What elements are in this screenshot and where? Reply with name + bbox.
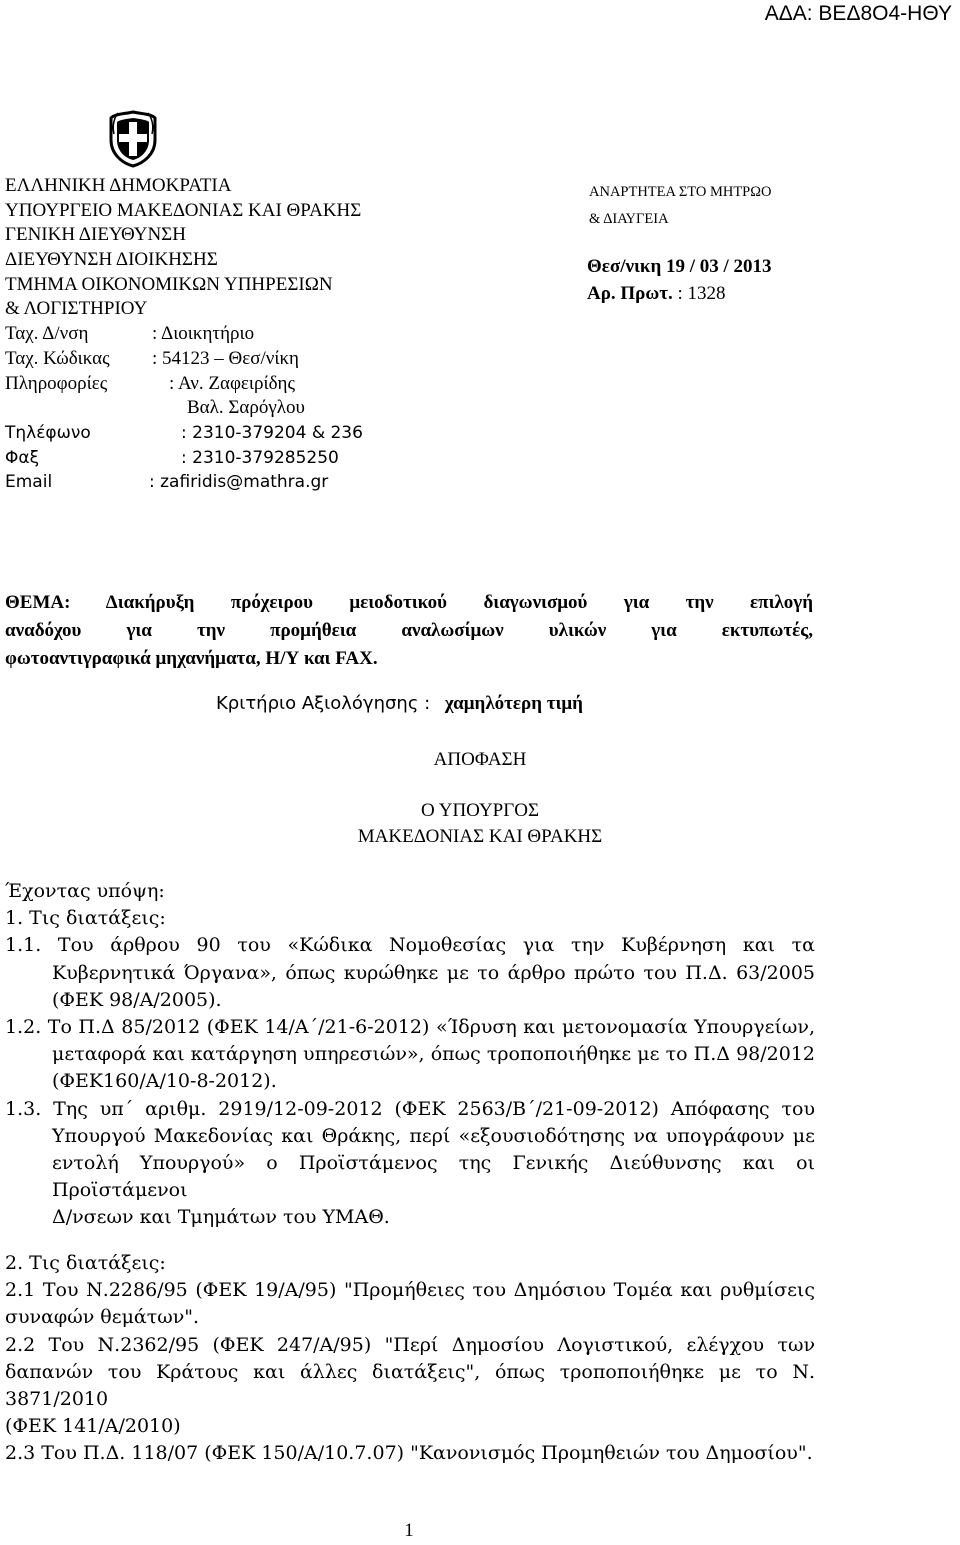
field-value: : 54123 – Θεσ/νίκη — [152, 347, 299, 369]
clause-2-1-cont: συναφών θεμάτων". — [5, 1306, 200, 1329]
address-row — [5, 322, 363, 347]
clause-2-2-cont: (ΦΕΚ 141/Α/2010) — [5, 1415, 181, 1438]
field-label: Τηλέφωνο — [5, 422, 91, 443]
protocol-value: : 1328 — [677, 283, 726, 304]
email-row — [5, 470, 363, 495]
field-value: : 2310-379285250 — [181, 447, 339, 468]
section-2-title: 2. Τις διατάξεις: — [5, 1252, 166, 1274]
info-row-2 — [5, 396, 363, 421]
section-1-title: 1. Τις διατάξεις: — [5, 907, 166, 930]
greek-coat-of-arms-icon — [108, 110, 158, 168]
clause-1-1-cont: Κυβερνητικά Όργανα», όπως κυρώθηκε με το άρθρο πρώτο του Π.Δ. 63/2005 — [52, 961, 815, 984]
clause-1-2: 1.2. Το Π.Δ 85/2012 (ΦΕΚ 14/Α΄/21-6-2012) «Ίδρυση και μετονομασία Υπουργείων, — [5, 1016, 815, 1039]
clause-1-3-cont: Υπουργού Μακεδονίας και Θράκης, περί «εξουσιοδότησης να υπογράφουν με — [52, 1124, 815, 1147]
info-row — [5, 372, 363, 397]
field-value: : Αν. Ζαφειρίδης — [169, 372, 296, 394]
clause-2-2-cont: δαπανών του Κράτους και άλλες διατάξεις", όπως τροποποιήθηκε με το Ν. 3871/2010 — [5, 1360, 815, 1411]
clause-2-2: 2.2 Του Ν.2362/95 (ΦΕΚ 247/Α/95) "Περί Δημοσίου Λογιστικού, ελέγχου των — [5, 1333, 815, 1356]
field-label: Φαξ — [5, 447, 40, 468]
evaluation-criterion — [216, 693, 583, 715]
subject-line: φωτοαντιγραφικά μηχανήματα, Η/Υ και FAX. — [5, 648, 378, 669]
protocol-number — [587, 280, 772, 307]
clause-2-3: 2.3 Του Π.Δ. 118/07 (ΦΕΚ 150/Α/10.7.07) "Κανονισμός Προμηθειών του Δημοσίου". — [5, 1442, 813, 1465]
preamble — [5, 878, 815, 1232]
clause-1-2-cont: μεταφορά και κατάργηση υπηρεσιών», όπως τροποποιήθηκε με το Π.Δ 98/2012 — [52, 1043, 815, 1066]
clause-2-1: 2.1 Του Ν.2286/95 (ΦΕΚ 19/Α/95) "Προμήθειες του Δημόσιου Τομέα και ρυθμίσεις — [5, 1279, 815, 1302]
field-value: : 2310-379204 & 236 — [181, 422, 363, 443]
header-line: ΓΕΝΙΚΗ ΔΙΕΥΘΥΝΣΗ — [5, 224, 186, 246]
subject-line: ΘΕΜΑ: Διακήρυξη πρόχειρου μειοδοτικού διαγωνισμού για την επιλογή — [5, 592, 813, 613]
criterion-value: χαμηλότερη τιμή — [444, 693, 583, 714]
field-value: Βαλ. Σαρόγλου — [187, 397, 305, 419]
clause-1-3: 1.3. Της υπ΄ αριθμ. 2919/12-09-2012 (ΦΕΚ 2563/Β΄/21-09-2012) Απόφασης του — [5, 1097, 815, 1120]
page-number: 1 — [404, 1520, 414, 1541]
ada-watermark: ΑΔΑ: ΒΕΔ8Ο4-ΗΘΥ — [764, 2, 952, 25]
field-value: : Διοικητήριο — [152, 323, 255, 345]
clause-1-3-cont: Δ/νσεων και Τμημάτων του ΥΜΑΘ. — [52, 1206, 390, 1229]
registry-line-2: & ΔΙΑΥΓΕΙΑ — [589, 211, 669, 227]
ministry-title: ΜΑΚΕΔΟΝΙΑΣ ΚΑΙ ΘΡΑΚΗΣ — [357, 826, 603, 847]
clause-1-1: 1.1. Του άρθρου 90 του «Κώδικα Νομοθεσίας για την Κυβέρνηση και τα — [5, 934, 815, 957]
header-line: ΥΠΟΥΡΓΕΙΟ ΜΑΚΕΔΟΝΙΑΣ ΚΑΙ ΘΡΑΚΗΣ — [5, 199, 362, 221]
fax-row — [5, 446, 363, 471]
sender-header — [5, 174, 363, 495]
postcode-row — [5, 347, 363, 372]
clause-1-2-cont: (ΦΕΚ160/Α/10-8-2012). — [52, 1070, 277, 1093]
decision-title: ΑΠΟΦΑΣΗ — [433, 749, 527, 770]
field-label: Ταχ. Δ/νση — [5, 323, 89, 345]
header-line: ΔΙΕΥΘΥΝΣΗ ΔΙΟΙΚΗΣΗΣ — [5, 249, 218, 271]
subject-line: αναδόχου για την προμήθεια αναλωσίμων υλικών για εκτυπωτές, — [5, 620, 813, 641]
registry-line-1: ΑΝΑΡΤΗΤΕΑ ΣΤΟ ΜΗΤΡΩΟ — [589, 184, 772, 200]
header-line: ΤΜΗΜΑ ΟΙΚΟΝΟΜΙΚΩΝ ΥΠΗΡΕΣΙΩΝ — [5, 273, 333, 295]
minister-title: Ο ΥΠΟΥΡΓΟΣ — [420, 800, 540, 821]
field-label: Email — [5, 472, 53, 493]
criterion-label: Κριτήριο Αξιολόγησης : — [216, 693, 431, 714]
registry-note — [589, 179, 771, 233]
document-date: Θεσ/νικη 19 / 03 / 2013 — [587, 256, 772, 277]
preamble-2 — [5, 1250, 815, 1468]
subject — [5, 589, 813, 673]
field-label: Ταχ. Κώδικας — [5, 347, 110, 369]
header-line: ΕΛΛΗΝΙΚΗ ΔΗΜΟΚΡΑΤΙΑ — [5, 175, 232, 196]
clause-1-1-cont: (ΦΕΚ 98/Α/2005). — [52, 988, 222, 1011]
protocol-label: Αρ. Πρωτ. — [587, 283, 673, 304]
clause-1-3-cont: εντολή Υπουργού» ο Προϊστάμενος της Γενικής Διεύθυνσης και οι Προϊστάμενοι — [52, 1152, 815, 1202]
date-protocol — [587, 253, 772, 307]
considering: Έχοντας υπόψη: — [5, 880, 165, 902]
phone-row — [5, 421, 363, 446]
header-line: & ΛΟΓΙΣΤΗΡΙΟΥ — [5, 298, 148, 320]
field-value: : zafiridis@mathra.gr — [149, 472, 329, 493]
field-label: Πληροφορίες — [5, 372, 108, 394]
